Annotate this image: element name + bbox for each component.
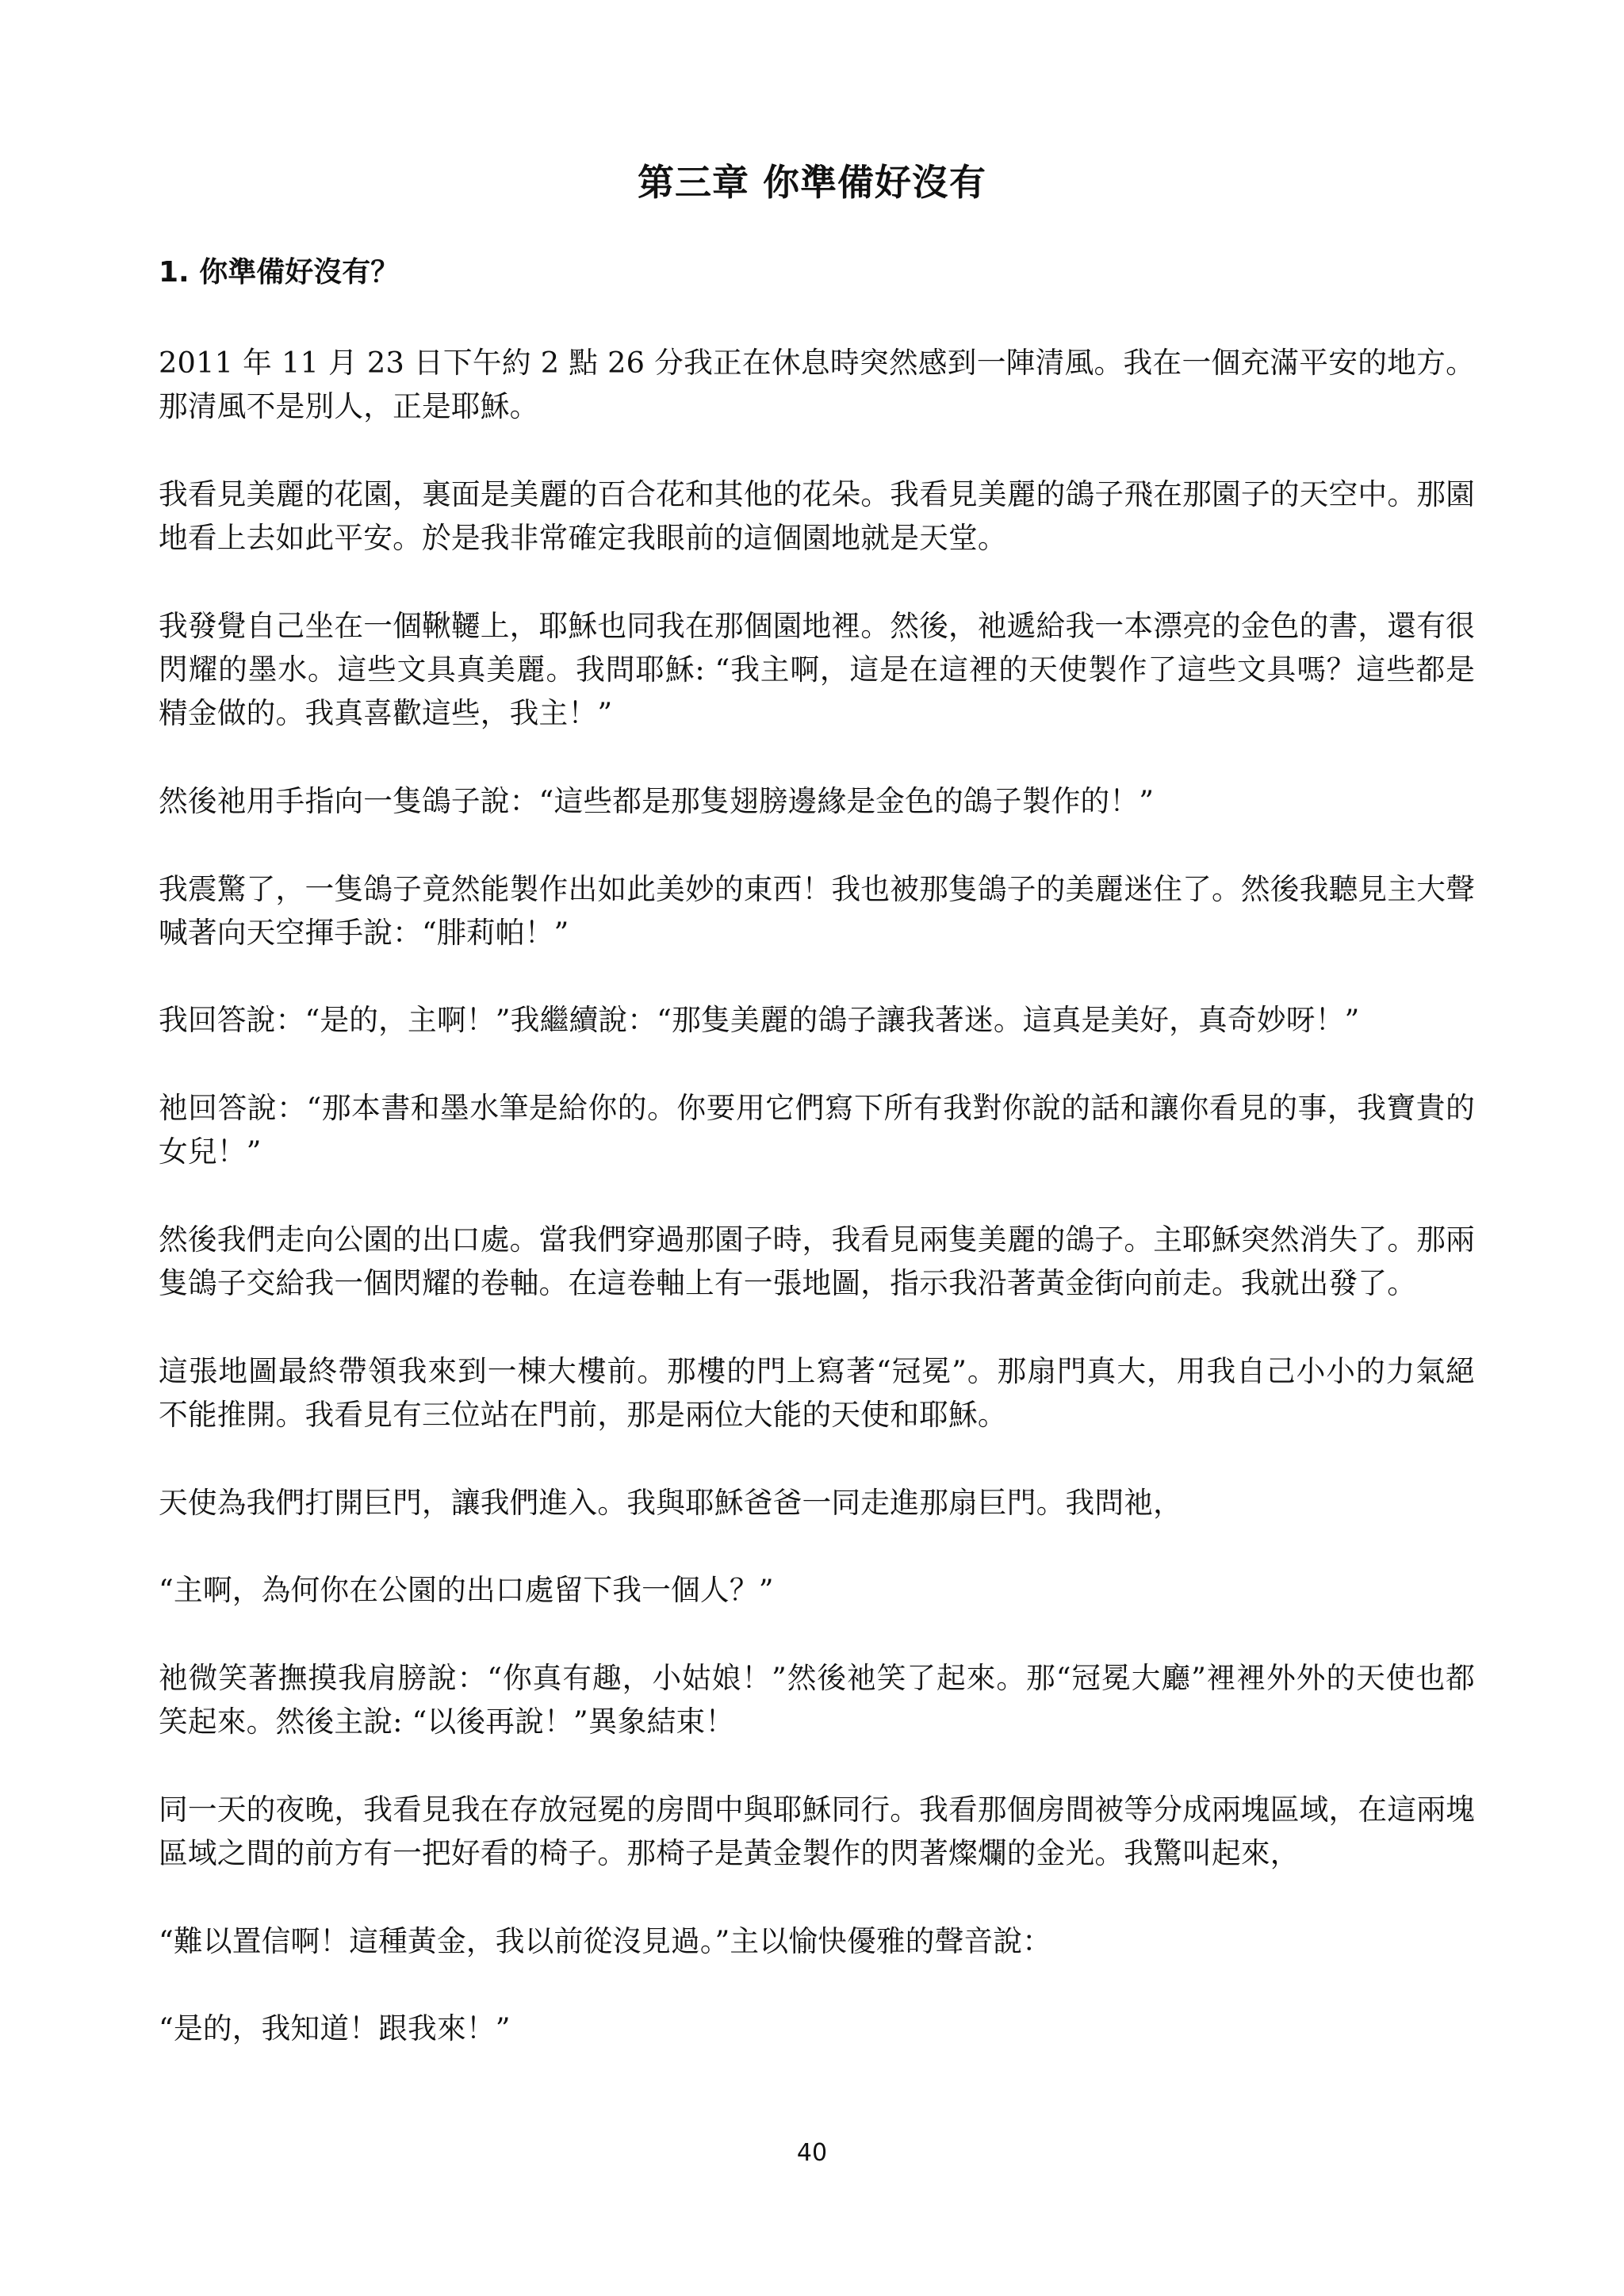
paragraph: 我震驚了，一隻鴿子竟然能製作出如此美妙的東西！我也被那隻鴿子的美麗迷住了。然後我聽見主大聲喊著向天空揮手說：“腓莉帕！” [159, 871, 1475, 950]
paragraph: “主啊，為何你在公園的出口處留下我一個人？” [159, 1573, 774, 1608]
paragraph: 我回答說：“是的，主啊！”我繼續說：“那隻美麗的鴿子讓我著迷。這真是美好，真奇妙呀！” [159, 1003, 1360, 1038]
paragraph: 這張地圖最終帶領我來到一棟大樓前。那樓的門上寫著“冠冕”。那扇門真大，用我自己小小的力氣絕不能推開。我看見有三位站在門前，那是兩位大能的天使和耶穌。 [159, 1353, 1475, 1433]
paragraph: 同一天的夜晚，我看見我在存放冠冕的房間中與耶穌同行。我看那個房間被等分成兩塊區域，在這兩塊區域之間的前方有一把好看的椅子。那椅子是黃金製作的閃著燦爛的金光。我驚叫起來， [159, 1792, 1475, 1871]
paragraph: 我看見美麗的花園，裏面是美麗的百合花和其他的花朵。我看見美麗的鴿子飛在那園子的天空中。那園地看上去如此平安。於是我非常確定我眼前的這個園地就是天堂。 [159, 476, 1475, 556]
paragraph: 然後祂用手指向一隻鴿子說：“這些都是那隻翅膀邊緣是金色的鴿子製作的！” [159, 783, 1155, 818]
chapter-title: 第三章 你準備好沒有 [637, 161, 986, 204]
page-number: 40 [796, 2139, 828, 2167]
paragraph: 2011 年 11 月 23 日下午約 2 點 26 分我正在休息時突然感到一陣清風。我在一個充滿平安的地方。那清風不是別人，正是耶穌。 [159, 346, 1475, 424]
paragraph: “是的，我知道！跟我來！” [159, 2011, 511, 2046]
paragraph: 祂微笑著撫摸我肩膀說：“你真有趣，小姑娘！”然後祂笑了起來。那“冠冕大廳”裡裡外外的天使也都笑起來。然後主說: “以後再說！”異象結束！ [159, 1660, 1475, 1739]
paragraph: 然後我們走向公園的出口處。當我們穿過那園子時，我看見兩隻美麗的鴿子。主耶穌突然消失了。那兩隻鴿子交給我一個閃耀的卷軸。在這卷軸上有一張地圖，指示我沿著黃金街向前走。我就出發了。 [159, 1222, 1475, 1301]
paragraph: 祂回答說：“那本書和墨水筆是給你的。你要用它們寫下所有我對你說的話和讓你看見的事，我寶貴的女兒！” [159, 1091, 1475, 1169]
section-heading: 1. 你準備好沒有？ [159, 256, 400, 289]
paragraph: “難以置信啊！這種黃金，我以前從沒見過。”主以愉快優雅的聲音說： [159, 1923, 1052, 1958]
paragraph: 天使為我們打開巨門，讓我們進入。我與耶穌爸爸一同走進那扇巨門。我問祂， [159, 1485, 1183, 1520]
paragraph: 我發覺自己坐在一個鞦韆上，耶穌也同我在那個園地裡。然後，祂遞給我一本漂亮的金色的書，還有很閃耀的墨水。這些文具真美麗。我問耶穌: “我主啊，這是在這裡的天使製作了這些文具嗎？這些都是精金做的。我真喜歡這些，我主！” [159, 608, 1475, 731]
body-text [159, 341, 1475, 2095]
